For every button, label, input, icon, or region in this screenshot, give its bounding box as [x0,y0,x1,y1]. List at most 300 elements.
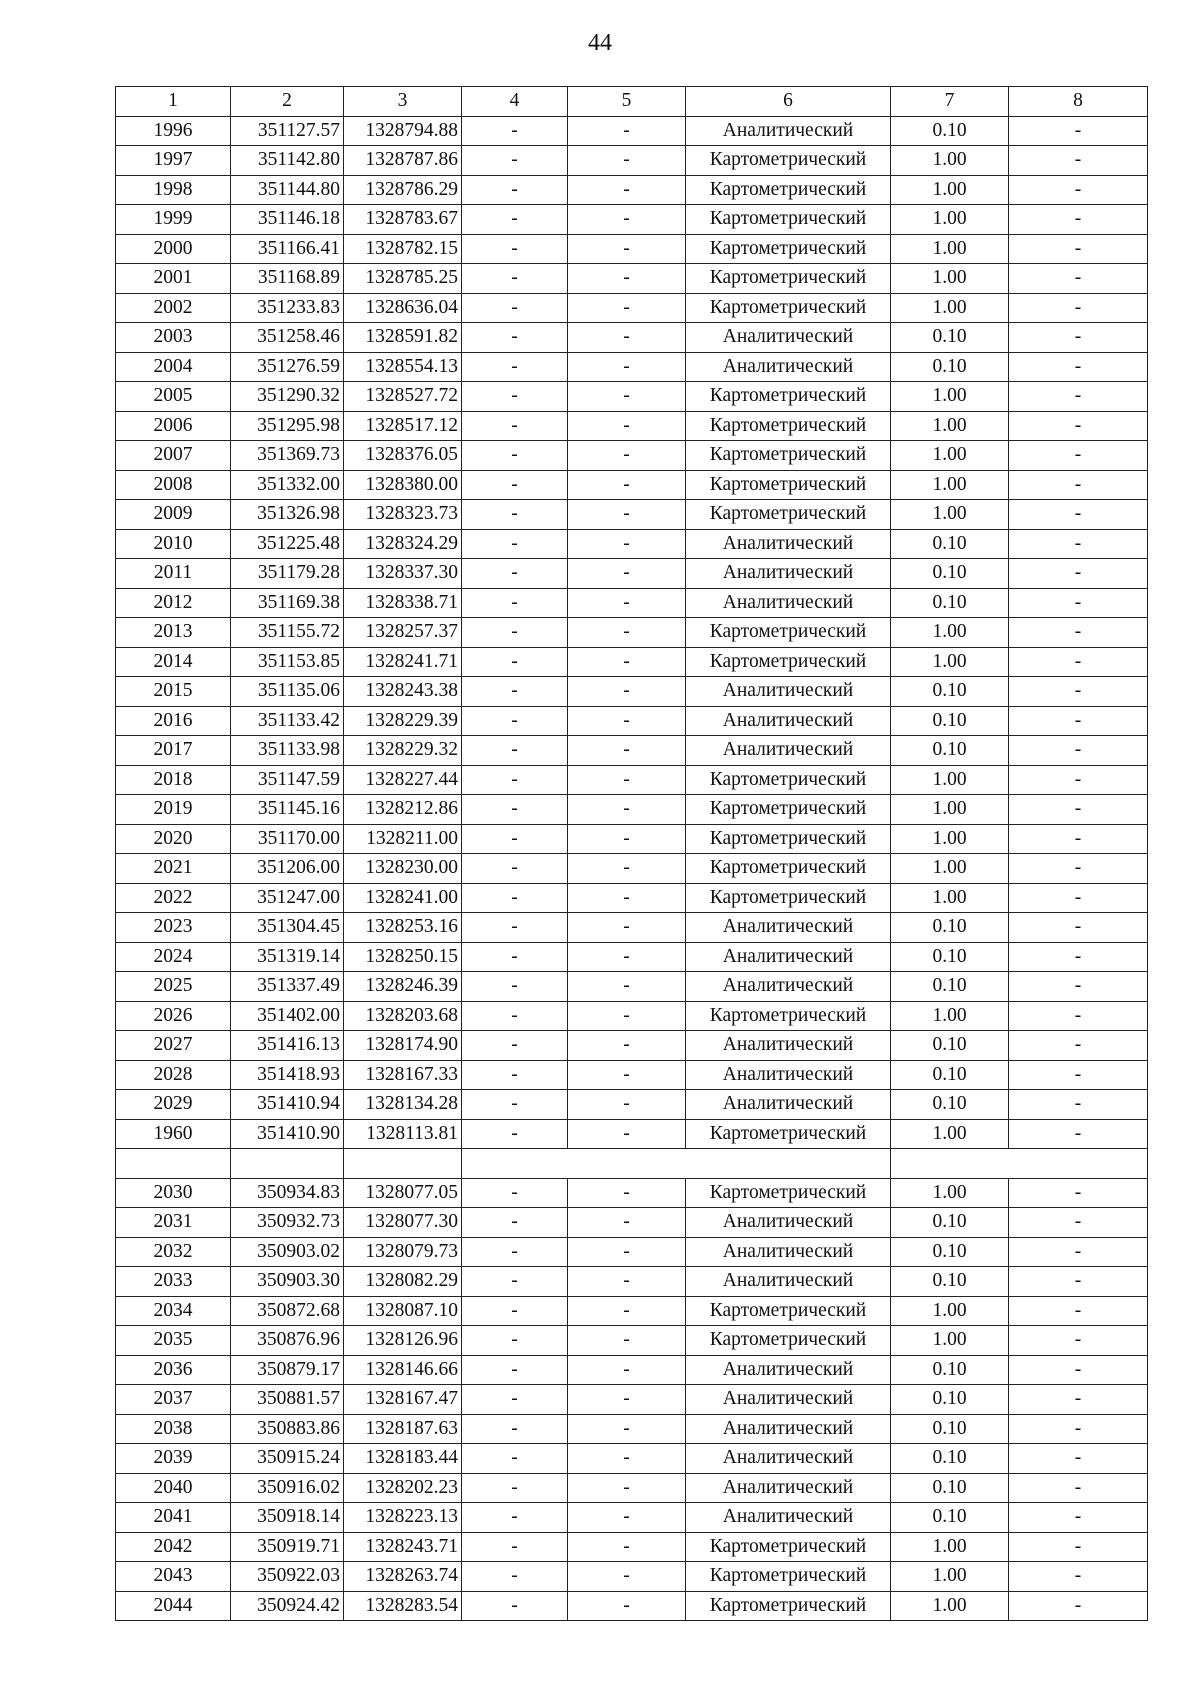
table-cell: 351133.42 [231,706,344,736]
table-cell: 2001 [116,264,231,294]
table-cell: 350932.73 [231,1208,344,1238]
column-header: 8 [1009,87,1148,117]
table-cell: 0.10 [891,1090,1009,1120]
table-cell: 351144.80 [231,175,344,205]
table-cell: 1.00 [891,883,1009,913]
table-cell: 0.10 [891,1385,1009,1415]
table-cell: Картометрический [686,382,891,412]
table-cell: 2000 [116,234,231,264]
table-cell: 1.00 [891,264,1009,294]
table-cell: - [568,500,686,530]
table-cell: - [1009,382,1148,412]
table-cell: 351147.59 [231,765,344,795]
table-cell: - [1009,1178,1148,1208]
table-cell: 2009 [116,500,231,530]
table-cell: 1328087.10 [344,1296,462,1326]
table-cell: Картометрический [686,264,891,294]
table-cell: Картометрический [686,1296,891,1326]
table-cell: Аналитический [686,913,891,943]
table-cell: 351153.85 [231,647,344,677]
table-cell: 1328794.88 [344,116,462,146]
table-cell: 351410.94 [231,1090,344,1120]
table-cell: 1.00 [891,1119,1009,1149]
table-cell: - [462,854,568,884]
table-cell: 351135.06 [231,677,344,707]
table-cell: - [462,1473,568,1503]
table-cell: 1328786.29 [344,175,462,205]
table-cell: 1.00 [891,795,1009,825]
table-cell: Аналитический [686,588,891,618]
table-cell: - [462,116,568,146]
table-cell: 1328174.90 [344,1031,462,1061]
table-cell: - [568,972,686,1002]
table-cell: 351170.00 [231,824,344,854]
table-cell: Картометрический [686,618,891,648]
table-cell: - [1009,470,1148,500]
table-cell: Аналитический [686,677,891,707]
table-row [116,411,1148,441]
table-cell: 350879.17 [231,1355,344,1385]
table-row [116,382,1148,412]
table-cell: - [462,1355,568,1385]
table-cell: 350881.57 [231,1385,344,1415]
table-cell: 1.00 [891,1532,1009,1562]
table-cell: Картометрический [686,293,891,323]
table-cell: Картометрический [686,765,891,795]
table-cell: 1.00 [891,1591,1009,1621]
table-cell: 2043 [116,1562,231,1592]
table-cell: - [1009,1414,1148,1444]
table-cell: - [1009,706,1148,736]
table-cell: - [462,1562,568,1592]
table-row [116,264,1148,294]
table-cell: - [462,706,568,736]
table-cell: Картометрический [686,175,891,205]
table-cell: - [1009,883,1148,913]
table-cell: - [1009,1444,1148,1474]
table-cell: - [1009,529,1148,559]
table-cell: - [1009,795,1148,825]
table-cell: 350922.03 [231,1562,344,1592]
table-row [116,323,1148,353]
table-cell: 1328113.81 [344,1119,462,1149]
table-cell: 0.10 [891,588,1009,618]
table-cell: - [462,559,568,589]
table-cell: 2031 [116,1208,231,1238]
table-cell: - [1009,1001,1148,1031]
table-cell: 1.00 [891,382,1009,412]
table-cell: - [568,323,686,353]
table-row [116,1473,1148,1503]
table-cell: - [462,175,568,205]
table-cell: 351304.45 [231,913,344,943]
table-cell: - [462,1326,568,1356]
table-cell: Картометрический [686,1119,891,1149]
table-cell: - [462,588,568,618]
table-cell: 2003 [116,323,231,353]
table-cell: Аналитический [686,1031,891,1061]
table-row [116,1326,1148,1356]
table-cell: - [568,470,686,500]
table-cell: - [568,1562,686,1592]
table-cell: - [1009,1267,1148,1297]
table-cell: 1328380.00 [344,470,462,500]
table-cell: - [462,972,568,1002]
table-cell: Аналитический [686,1267,891,1297]
table-cell: - [462,234,568,264]
table-cell: - [568,706,686,736]
table-cell: 1.00 [891,1326,1009,1356]
table-cell: 2008 [116,470,231,500]
table-cell: 2024 [116,942,231,972]
table-cell: 2035 [116,1326,231,1356]
table-cell: - [462,1385,568,1415]
table-cell: 2039 [116,1444,231,1474]
table-cell: 351247.00 [231,883,344,913]
table-row [116,234,1148,264]
table-row [116,647,1148,677]
table-cell: - [568,1326,686,1356]
table-cell: Аналитический [686,942,891,972]
table-cell: - [462,1119,568,1149]
column-header: 3 [344,87,462,117]
table-cell: Картометрический [686,1326,891,1356]
table-cell: 1.00 [891,1296,1009,1326]
table-cell: Аналитический [686,1473,891,1503]
blank-row [116,1149,1148,1179]
table-cell: 0.10 [891,559,1009,589]
table-cell: 2004 [116,352,231,382]
table-row [116,1119,1148,1149]
table-cell: 1999 [116,205,231,235]
table-cell: 1328241.00 [344,883,462,913]
table-row [116,1031,1148,1061]
table-row [116,1444,1148,1474]
table-cell: 1328183.44 [344,1444,462,1474]
table-cell: - [568,146,686,176]
table-cell: 2019 [116,795,231,825]
table-cell: 2005 [116,382,231,412]
table-cell: 1960 [116,1119,231,1149]
table-cell: Картометрический [686,883,891,913]
table-cell: - [568,205,686,235]
table-cell: 350876.96 [231,1326,344,1356]
table-row [116,1532,1148,1562]
table-cell: Картометрический [686,795,891,825]
table-cell: - [1009,116,1148,146]
table-cell: 0.10 [891,677,1009,707]
table-cell: 351295.98 [231,411,344,441]
column-header: 1 [116,87,231,117]
table-cell: Картометрический [686,205,891,235]
table-cell: 1328243.71 [344,1532,462,1562]
table-cell: - [568,1208,686,1238]
table-cell: 1328187.63 [344,1414,462,1444]
table-cell: 1328787.86 [344,146,462,176]
table-row [116,146,1148,176]
table-cell: 351233.83 [231,293,344,323]
table-cell: - [568,1414,686,1444]
table-cell: - [1009,146,1148,176]
blank-cell [891,1149,1148,1179]
table-cell: - [462,323,568,353]
table-row [116,736,1148,766]
table-cell: - [568,677,686,707]
separator [116,1149,1148,1179]
table-cell: 2034 [116,1296,231,1326]
table-cell: - [1009,1208,1148,1238]
table-cell: 1328246.39 [344,972,462,1002]
table-cell: 1.00 [891,1178,1009,1208]
table-cell: 1328241.71 [344,647,462,677]
table-cell: 0.10 [891,352,1009,382]
table-cell: - [568,1090,686,1120]
table-cell: 1.00 [891,234,1009,264]
table-cell: 1328126.96 [344,1326,462,1356]
table-cell: Аналитический [686,1503,891,1533]
table-cell: 1328077.30 [344,1208,462,1238]
table-cell: 351179.28 [231,559,344,589]
table-cell: 350916.02 [231,1473,344,1503]
table-cell: 1328250.15 [344,942,462,972]
table-cell: 0.10 [891,1060,1009,1090]
table-row [116,824,1148,854]
table-row [116,1090,1148,1120]
table-cell: 0.10 [891,529,1009,559]
table-cell: 1.00 [891,824,1009,854]
table-row [116,1178,1148,1208]
table-cell: - [568,1355,686,1385]
table-cell: 1996 [116,116,231,146]
table-cell: 2011 [116,559,231,589]
table-body-top [116,116,1148,1149]
table-cell: 1.00 [891,293,1009,323]
table-cell: 2038 [116,1414,231,1444]
table-row [116,706,1148,736]
table-cell: - [462,1031,568,1061]
table-cell: Аналитический [686,972,891,1002]
table-row [116,205,1148,235]
table-cell: - [1009,264,1148,294]
table-cell: 2023 [116,913,231,943]
table-cell: 1998 [116,175,231,205]
table-cell: - [1009,1355,1148,1385]
column-header: 2 [231,87,344,117]
table-cell: 0.10 [891,323,1009,353]
table-cell: 0.10 [891,736,1009,766]
table-cell: 351142.80 [231,146,344,176]
table-cell: - [1009,411,1148,441]
table-cell: - [462,411,568,441]
table-cell: - [462,146,568,176]
table-cell: 351133.98 [231,736,344,766]
table-cell: 0.10 [891,942,1009,972]
table-cell: 2036 [116,1355,231,1385]
table-row [116,293,1148,323]
table-cell: Аналитический [686,529,891,559]
table-row [116,1591,1148,1621]
table-cell: - [568,234,686,264]
table-cell: - [568,441,686,471]
table-cell: 1328077.05 [344,1178,462,1208]
table-cell: 2032 [116,1237,231,1267]
table-cell: - [462,1532,568,1562]
table-cell: - [568,382,686,412]
table-cell: 2029 [116,1090,231,1120]
table-cell: Аналитический [686,736,891,766]
column-header: 4 [462,87,568,117]
table-cell: - [462,293,568,323]
table-cell: Аналитический [686,1060,891,1090]
table-cell: Аналитический [686,352,891,382]
table-cell: 1328283.54 [344,1591,462,1621]
table-cell: Аналитический [686,706,891,736]
table-cell: - [1009,175,1148,205]
table-cell: Аналитический [686,1385,891,1415]
table-cell: - [462,824,568,854]
table-cell: 350903.02 [231,1237,344,1267]
table-cell: 2020 [116,824,231,854]
table-cell: 2021 [116,854,231,884]
table-cell: 2002 [116,293,231,323]
table-cell: Картометрический [686,647,891,677]
table-cell: 2044 [116,1591,231,1621]
table-row [116,1385,1148,1415]
table-cell: 2030 [116,1178,231,1208]
table-cell: 0.10 [891,913,1009,943]
table-cell: 2017 [116,736,231,766]
column-header: 7 [891,87,1009,117]
table-cell: - [1009,942,1148,972]
table-cell: 351332.00 [231,470,344,500]
table-cell: - [462,441,568,471]
table-cell: 1328554.13 [344,352,462,382]
table-cell: - [1009,972,1148,1002]
table-cell: - [568,175,686,205]
table-cell: - [1009,293,1148,323]
table-cell: - [568,264,686,294]
table-cell: - [568,942,686,972]
table-cell: - [568,559,686,589]
table-row [116,529,1148,559]
table-cell: - [1009,441,1148,471]
table-row [116,559,1148,589]
table-cell: 1997 [116,146,231,176]
table-cell: 351127.57 [231,116,344,146]
table-cell: - [462,1237,568,1267]
table-cell: - [1009,736,1148,766]
table-cell: 0.10 [891,1503,1009,1533]
table-cell: 2016 [116,706,231,736]
table-cell: 351146.18 [231,205,344,235]
table-cell: - [462,1060,568,1090]
blank-cell [116,1149,231,1179]
table-cell: 1328203.68 [344,1001,462,1031]
table-cell: 351168.89 [231,264,344,294]
table-cell: 1328324.29 [344,529,462,559]
table-cell: - [462,883,568,913]
table-cell: - [1009,234,1148,264]
table-cell: - [568,529,686,559]
table-cell: 1328782.15 [344,234,462,264]
column-header: 5 [568,87,686,117]
table-cell: 1328146.66 [344,1355,462,1385]
table-row [116,116,1148,146]
table-cell: - [568,765,686,795]
table-cell: Картометрический [686,854,891,884]
table-cell: - [462,1001,568,1031]
table-cell: 1.00 [891,146,1009,176]
table-cell: 2041 [116,1503,231,1533]
table-cell: 1328229.32 [344,736,462,766]
table-cell: 1328202.23 [344,1473,462,1503]
table-cell: - [462,1296,568,1326]
table-cell: - [568,618,686,648]
table-cell: - [462,529,568,559]
table-cell: - [568,1267,686,1297]
table-cell: 351416.13 [231,1031,344,1061]
table-cell: 351225.48 [231,529,344,559]
table-cell: 1328243.38 [344,677,462,707]
table-cell: 1328079.73 [344,1237,462,1267]
table-cell: - [568,116,686,146]
table-cell: Аналитический [686,116,891,146]
table-cell: - [568,1532,686,1562]
column-header: 6 [686,87,891,117]
table-cell: - [462,382,568,412]
table-cell: 1.00 [891,854,1009,884]
table-row [116,795,1148,825]
table-cell: 1328230.00 [344,854,462,884]
table-cell: - [1009,500,1148,530]
table-cell: 2018 [116,765,231,795]
table-cell: 350924.42 [231,1591,344,1621]
table-row [116,972,1148,1002]
table-cell: 1.00 [891,1562,1009,1592]
table-cell: Картометрический [686,1001,891,1031]
table-cell: 350872.68 [231,1296,344,1326]
table-cell: 1328257.37 [344,618,462,648]
table-cell: - [568,1296,686,1326]
table-cell: 1.00 [891,765,1009,795]
table-cell: 1328212.86 [344,795,462,825]
table-cell: - [568,293,686,323]
table-cell: Картометрический [686,234,891,264]
table-cell: 1328223.13 [344,1503,462,1533]
table-cell: - [462,618,568,648]
table-cell: - [462,205,568,235]
table-cell: 350934.83 [231,1178,344,1208]
table-row [116,765,1148,795]
table-cell: Картометрический [686,1562,891,1592]
table-cell: 1.00 [891,647,1009,677]
table-cell: - [568,647,686,677]
table-row [116,1267,1148,1297]
blank-cell [231,1149,344,1179]
table-cell: Картометрический [686,1532,891,1562]
table-cell: 350883.86 [231,1414,344,1444]
table-cell: - [568,795,686,825]
table-cell: 2033 [116,1267,231,1297]
table-cell: 1328376.05 [344,441,462,471]
table-row [116,352,1148,382]
table-cell: 1328591.82 [344,323,462,353]
table-cell: 0.10 [891,1208,1009,1238]
table-cell: 2012 [116,588,231,618]
table-cell: 1328082.29 [344,1267,462,1297]
table-cell: - [568,736,686,766]
table-cell: - [568,1473,686,1503]
